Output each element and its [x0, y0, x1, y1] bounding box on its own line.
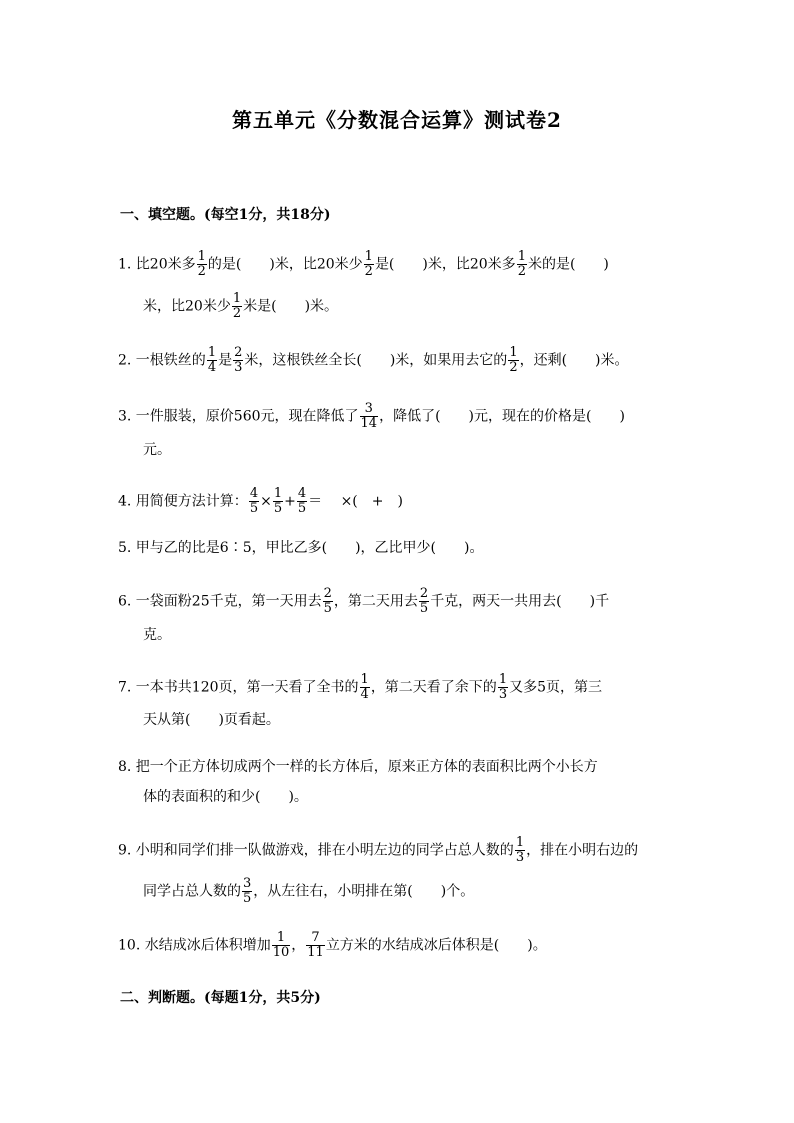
q9-text-1: 9. 小明和同学们排一队做游戏，排在小明左边的同学占总人数的 [118, 842, 514, 859]
denominator: 2 [232, 306, 242, 321]
denominator: 2 [517, 264, 526, 279]
numerator: 2 [234, 345, 243, 360]
numerator: 1 [515, 835, 525, 850]
denominator: 5 [419, 601, 429, 616]
fraction [273, 487, 283, 516]
fraction [232, 292, 242, 321]
q6-text-1: 6. 一袋面粉25千克，第一天用去 [118, 593, 322, 610]
numerator: 4 [249, 486, 259, 501]
question-7 [118, 673, 602, 702]
fraction [498, 673, 508, 702]
denominator: 10 [272, 945, 290, 960]
q4-plus-sign: + [284, 493, 296, 510]
q3-text-2: ，降低了( )元，现在的价格是( ) [379, 408, 625, 425]
question-3 [118, 402, 625, 431]
q4-text-4: ＝ ×( + ) [308, 493, 403, 510]
question-7-continued [143, 710, 280, 730]
question-6 [118, 587, 609, 616]
q3-text-1: 3. 一件服装，原价560元，现在降低了 [118, 408, 359, 425]
question-1-continued [143, 292, 338, 321]
denominator: 3 [498, 687, 508, 702]
denominator: 5 [249, 501, 259, 516]
fraction [364, 250, 374, 279]
numerator: 1 [272, 931, 291, 946]
denominator: 3 [515, 850, 525, 865]
numerator: 1 [207, 345, 217, 360]
denominator: 5 [323, 601, 332, 616]
denominator: 4 [207, 360, 217, 375]
q10-text-1: 10. 水结成冰后体积增加 [118, 937, 271, 954]
numerator: 2 [323, 586, 332, 601]
question-6-continued [143, 625, 171, 645]
question-4 [118, 487, 403, 516]
fraction [297, 487, 307, 516]
denominator: 2 [364, 264, 373, 279]
numerator: 1 [360, 672, 369, 687]
numerator: 1 [273, 486, 283, 501]
numerator: 1 [232, 291, 242, 306]
fraction [517, 250, 527, 279]
question-5 [118, 538, 483, 558]
q10-text-3: 立方米的水结成冰后体积是( )。 [325, 937, 547, 954]
q1-text-4: 米的是( ) [527, 256, 609, 273]
q6-text-3: 千克，两天一共用去( )千 [430, 593, 610, 610]
fraction [233, 346, 243, 375]
q7-text-1: 7. 一本书共120页，第一天看了全书的 [118, 679, 359, 696]
denominator: 14 [360, 416, 378, 431]
q4-times-sign: × [260, 493, 272, 510]
fraction [323, 587, 333, 616]
q9-text-4: ，从左往右，小明排在第( )个。 [253, 883, 475, 900]
q9-text-2: ，排在小明右边的 [526, 842, 639, 859]
denominator: 3 [234, 360, 243, 375]
fraction [249, 487, 259, 516]
question-9 [118, 836, 638, 865]
numerator: 3 [243, 876, 252, 891]
numerator: 7 [306, 931, 325, 946]
fraction [207, 346, 217, 375]
q7-text-3: 又多5页，第三 [509, 679, 603, 696]
numerator: 1 [364, 249, 373, 264]
denominator: 5 [297, 501, 307, 516]
page-title: 第五单元《分数混合运算》测试卷2 [232, 108, 562, 132]
section-heading-fill-in: 一、填空题。(每空1分，共18分) [120, 207, 331, 223]
question-2 [118, 346, 629, 375]
numerator: 4 [297, 486, 307, 501]
q2-text-2: 是 [218, 352, 233, 369]
fraction [419, 587, 429, 616]
q1-text-6: 米是( )米。 [243, 298, 339, 315]
numerator: 1 [517, 249, 526, 264]
question-8 [118, 757, 598, 777]
q6-text-2: ，第二天用去 [333, 593, 418, 610]
q8-text-1: 8. 把一个正方体切成两个一样的长方体后，原来正方体的表面积比两个小长方 [118, 759, 598, 775]
q10-comma: ， [291, 937, 306, 954]
q4-text-1: 4. 用简便方法计算： [118, 493, 248, 510]
numerator: 1 [509, 345, 518, 360]
numerator: 2 [419, 586, 429, 601]
q2-text-3: 米，这根铁丝全长( )米，如果用去它的 [244, 352, 508, 369]
fraction [360, 402, 379, 431]
fraction [242, 877, 252, 906]
q2-text-1: 2. 一根铁丝的 [118, 352, 206, 369]
denominator: 2 [197, 264, 206, 279]
numerator: 3 [360, 402, 379, 417]
question-3-continued [143, 440, 171, 460]
fraction [360, 673, 370, 702]
numerator: 1 [498, 672, 508, 687]
q9-text-3: 同学占总人数的 [143, 883, 241, 900]
question-9-continued [143, 877, 474, 906]
q6-text-4: 克。 [143, 627, 171, 643]
q7-text-2: ，第二天看了余下的 [370, 679, 497, 696]
fraction [197, 250, 207, 279]
denominator: 11 [307, 945, 324, 960]
section-heading-true-false: 二、判断题。(每题1分，共5分) [120, 990, 321, 1006]
q2-text-4: ，还剩( )米。 [519, 352, 629, 369]
denominator: 2 [509, 360, 518, 375]
fraction [306, 931, 325, 960]
denominator: 5 [273, 501, 283, 516]
q3-text-3: 元。 [143, 442, 171, 458]
q8-text-2: 体的表面积的和少( )。 [143, 789, 308, 805]
denominator: 4 [360, 687, 369, 702]
question-10 [118, 931, 547, 960]
q1-text-5: 米，比20米少 [143, 298, 231, 315]
fraction [272, 931, 291, 960]
q5-text-1: 5. 甲与乙的比是6∶5，甲比乙多( )，乙比甲少( )。 [118, 540, 484, 556]
denominator: 5 [243, 891, 252, 906]
question-1 [118, 250, 609, 279]
q1-text-3: 是( )米，比20米多 [374, 256, 516, 273]
fraction [515, 836, 525, 865]
q1-text-2: 的是( )米，比20米少 [207, 256, 363, 273]
q1-text-1: 1. 比20米多 [118, 256, 196, 273]
question-8-continued [143, 787, 308, 807]
q7-text-4: 天从第( )页看起。 [143, 712, 280, 728]
numerator: 1 [197, 249, 206, 264]
fraction [508, 346, 518, 375]
